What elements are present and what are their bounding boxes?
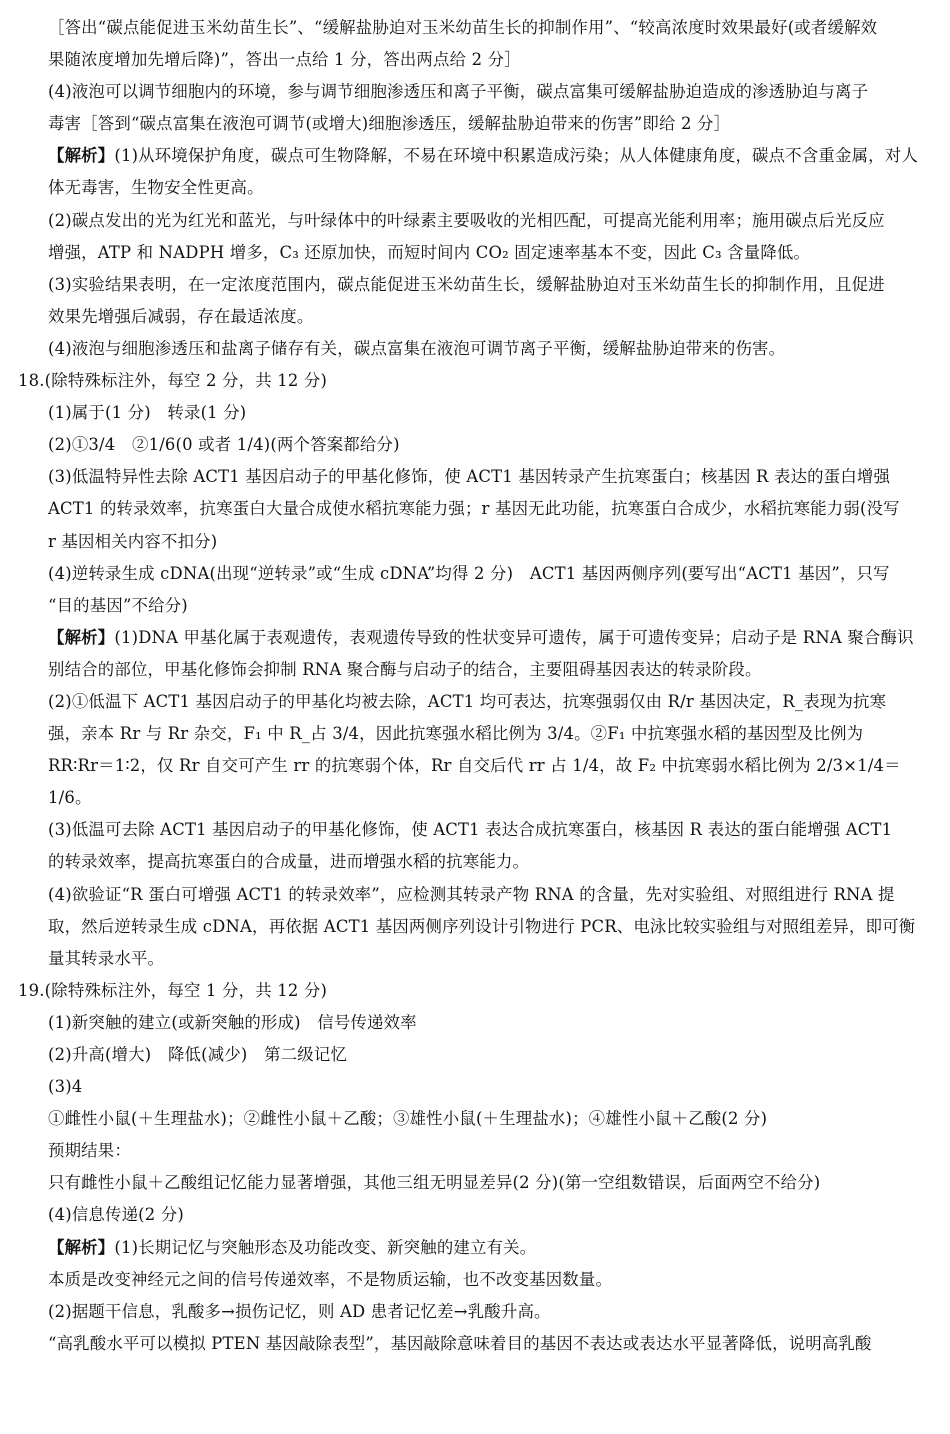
line-text: (3)4 [48, 1077, 83, 1097]
line-text: (1)DNA 甲基化属于表观遗传，表观遗传导致的性状变异可遗传，属于可遗传变异；启动子是 RNA 聚合酶识 [114, 627, 914, 647]
text-line [18, 526, 934, 558]
text-line [18, 1103, 934, 1135]
line-text: 19.(除特殊标注外，每空 1 分，共 12 分) [18, 980, 328, 1000]
line-text: 果随浓度增加先增后降)”，答出一点给 1 分，答出两点给 2 分］ [48, 50, 521, 70]
text-line [18, 333, 934, 365]
text-line [18, 1199, 934, 1231]
text-line [18, 1167, 934, 1199]
text-line [18, 1071, 934, 1103]
text-line [18, 750, 934, 782]
text-line [18, 108, 934, 140]
line-text: (3)实验结果表明，在一定浓度范围内，碳点能促进玉米幼苗生长，缓解盐胁迫对玉米幼苗生长的抑制作用，且促进 [48, 274, 885, 294]
text-line [18, 846, 934, 878]
line-text: RR∶Rr＝1∶2，仅 Rr 自交可产生 rr 的抗寒弱个体，Rr 自交后代 rr 占 1/4，故 F₂ 中抗寒弱水稻比例为 2/3×1/4＝ [48, 756, 901, 776]
text-line [18, 365, 934, 397]
text-line [18, 1007, 934, 1039]
line-text: 只有雌性小鼠＋乙酸组记忆能力显著增强，其他三组无明显差异(2 分)(第一空组数错误，后面两空不给分) [48, 1173, 821, 1193]
text-line [18, 269, 934, 301]
line-text: (2)碳点发出的光为红光和蓝光，与叶绿体中的叶绿素主要吸收的光相匹配，可提高光能利用率；施用碳点后光反应 [48, 210, 885, 230]
text-line [18, 622, 934, 654]
line-text: (3)低温特异性去除 ACT1 基因启动子的甲基化修饰，使 ACT1 基因转录产生抗寒蛋白；核基因 R 表达的蛋白增强 [48, 467, 891, 487]
line-text: ACT1 的转录效率，抗寒蛋白大量合成使水稻抗寒能力强；r 基因无此功能，抗寒蛋白合成少，水稻抗寒能力弱(没写 [48, 499, 900, 519]
line-text: 1/6。 [48, 788, 92, 808]
text-line [18, 1232, 934, 1264]
line-text: (1)从环境保护角度，碳点可生物降解，不易在环境中积累造成污染；从人体健康角度，碳点不含重金属，对人 [114, 146, 918, 166]
text-line [18, 205, 934, 237]
text-line [18, 237, 934, 269]
line-text: 体无毒害，生物安全性更高。 [48, 178, 264, 198]
text-line [18, 782, 934, 814]
line-text: 取，然后逆转录生成 cDNA，再依据 ACT1 基因两侧序列设计引物进行 PCR、电泳比较实验组与对照组差异，即可衡 [48, 916, 916, 936]
text-line [18, 1135, 934, 1167]
text-line [18, 975, 934, 1007]
line-text: (1)长期记忆与突触形态及功能改变、新突触的建立有关。 [114, 1237, 537, 1257]
text-line [18, 12, 934, 44]
line-text: 别结合的部位，甲基化修饰会抑制 RNA 聚合酶与启动子的结合，主要阻碍基因表达的转录阶段。 [48, 659, 762, 679]
text-line [18, 493, 934, 525]
text-line [18, 686, 934, 718]
line-text: ［答出“碳点能促进玉米幼苗生长”、“缓解盐胁迫对玉米幼苗生长的抑制作用”、“较高浓度时效果最好(或者缓解效 [48, 18, 878, 37]
line-text: 预期结果： [48, 1141, 131, 1161]
line-text: 量其转录水平。 [48, 948, 165, 968]
line-text: (2)①低温下 ACT1 基因启动子的甲基化均被去除，ACT1 均可表达，抗寒强弱仅由 R/r 基因决定，R_表现为抗寒 [48, 691, 887, 711]
line-text: (2)据题干信息，乳酸多→损伤记忆，则 AD 患者记忆差→乳酸升高。 [48, 1301, 551, 1321]
line-text: 毒害［答到“碳点富集在液泡可调节(或增大)细胞渗透压，缓解盐胁迫带来的伤害”即给 2 分］ [48, 114, 731, 134]
line-text: 效果先增强后减弱，存在最适浓度。 [48, 306, 314, 326]
line-text: 增强，ATP 和 NADPH 增多，C₃ 还原加快，而短时间内 CO₂ 固定速率基本不变，因此 C₃ 含量降低。 [48, 242, 811, 262]
line-text: “目的基因”不给分) [48, 595, 188, 615]
line-text: ①雌性小鼠(＋生理盐水)；②雌性小鼠＋乙酸；③雄性小鼠(＋生理盐水)；④雄性小鼠＋乙酸(2 分) [48, 1109, 768, 1129]
text-line [18, 429, 934, 461]
line-text: 强，亲本 Rr 与 Rr 杂交，F₁ 中 R_占 3/4，因此抗寒强水稻比例为 3/4。②F₁ 中抗寒强水稻的基因型及比例为 [48, 724, 864, 744]
text-line [18, 718, 934, 750]
analysis-tag: 【解析】 [48, 1237, 115, 1257]
line-text: 本质是改变神经元之间的信号传递效率，不是物质运输，也不改变基因数量。 [48, 1269, 613, 1289]
text-line [18, 461, 934, 493]
text-line [18, 911, 934, 943]
text-line [18, 44, 934, 76]
text-line [18, 1039, 934, 1071]
analysis-tag: 【解析】 [48, 627, 115, 647]
text-line [18, 654, 934, 686]
text-line [18, 590, 934, 622]
line-text: (4)信息传递(2 分) [48, 1205, 184, 1225]
text-line [18, 397, 934, 429]
line-text: (4)逆转录生成 cDNA(出现“逆转录”或“生成 cDNA”均得 2 分) ACT1 基因两侧序列(要写出“ACT1 基因”，只写 [48, 563, 890, 583]
text-line [18, 879, 934, 911]
text-line [18, 1328, 934, 1360]
text-line [18, 943, 934, 975]
line-text: (2)升高(增大) 降低(减少) 第二级记忆 [48, 1045, 348, 1064]
text-line [18, 814, 934, 846]
analysis-tag: 【解析】 [48, 146, 115, 166]
text-line [18, 301, 934, 333]
line-text: r 基因相关内容不扣分) [48, 531, 218, 551]
line-text: (1)属于(1 分) 转录(1 分) [48, 403, 247, 423]
line-text: (2)①3/4 ②1/6(0 或者 1/4)(两个答案都给分) [48, 435, 400, 455]
line-text: 的转录效率，提高抗寒蛋白的合成量，进而增强水稻的抗寒能力。 [48, 852, 530, 872]
text-line [18, 558, 934, 590]
text-line [18, 140, 934, 172]
text-line [18, 1264, 934, 1296]
line-text: (4)液泡与细胞渗透压和盐离子储存有关，碳点富集在液泡可调节离子平衡，缓解盐胁迫带来的伤害。 [48, 338, 786, 358]
text-line [18, 76, 934, 108]
text-line [18, 172, 934, 204]
line-text: (1)新突触的建立(或新突触的形成) 信号传递效率 [48, 1012, 417, 1032]
line-text: (3)低温可去除 ACT1 基因启动子的甲基化修饰，使 ACT1 表达合成抗寒蛋白，核基因 R 表达的蛋白能增强 ACT1 [48, 820, 893, 840]
line-text: 18.(除特殊标注外，每空 2 分，共 12 分) [18, 371, 328, 391]
line-text: (4)欲验证“R 蛋白可增强 ACT1 的转录效率”，应检测其转录产物 RNA 的含量，先对实验组、对照组进行 RNA 提 [48, 884, 895, 904]
line-text: (4)液泡可以调节细胞内的环境，参与调节细胞渗透压和离子平衡，碳点富集可缓解盐胁迫造成的渗透胁迫与离子 [48, 82, 869, 102]
text-line [18, 1296, 934, 1328]
line-text: “高乳酸水平可以模拟 PTEN 基因敲除表型”，基因敲除意味着目的基因不表达或表达水平显著降低，说明高乳酸 [48, 1333, 872, 1353]
